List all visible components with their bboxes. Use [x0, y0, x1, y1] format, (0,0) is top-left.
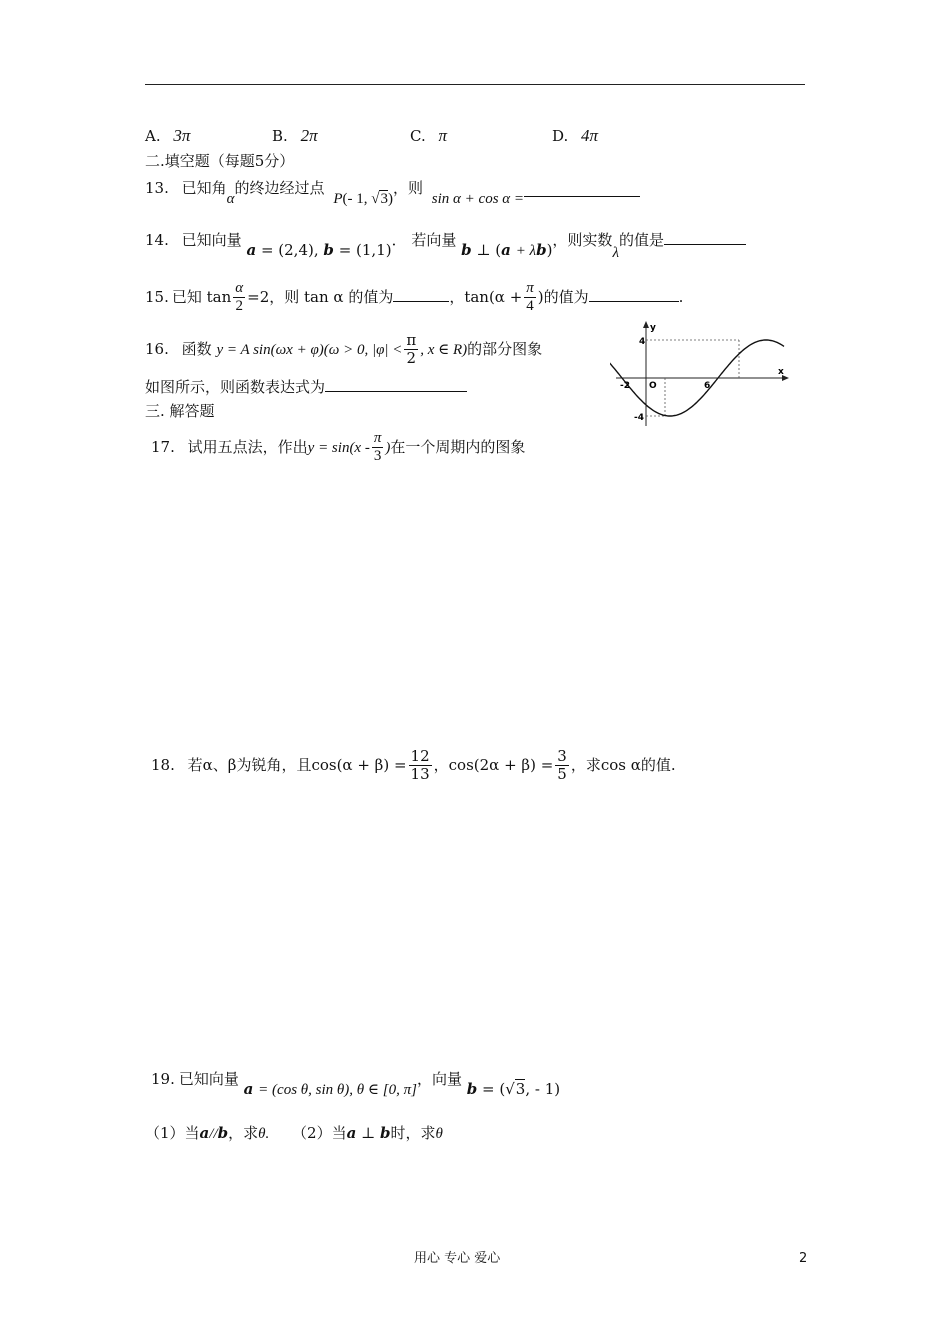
q16-graph: [610, 318, 790, 430]
q14-b-value: = (1,1): [338, 241, 392, 259]
q17-formula: y = sin(x -: [307, 439, 370, 456]
option-c: [410, 126, 447, 146]
q18-text-2: ，求: [570, 755, 601, 774]
q19-a-value: = (cos θ, sin θ), θ ∈ [0, π]: [258, 1082, 417, 1098]
q14-condition: [461, 241, 552, 259]
question-14: [145, 230, 746, 261]
graph-x-label: x: [778, 367, 784, 377]
q13-text-1: 已知角: [181, 179, 227, 197]
q17-text-2: 在一个周期内的图象: [390, 437, 526, 456]
q13-point: P(- 1, √3): [333, 191, 393, 207]
q19-a: a: [243, 1080, 254, 1098]
graph-y-max: 4: [639, 337, 646, 347]
q19-b: b: [466, 1080, 478, 1098]
q15-blank-2[interactable]: [589, 287, 679, 302]
q15-text-1: 已知 tan: [171, 287, 232, 306]
q17-formula-2: ): [385, 439, 391, 456]
q17-frac-den: 3: [372, 447, 384, 465]
q19-part-1-text: ，求: [228, 1124, 259, 1142]
question-15: [145, 280, 683, 316]
option-b-value: 2π: [300, 126, 318, 145]
q15-fraction-1: [233, 280, 245, 316]
q19-parts: [145, 1124, 443, 1143]
q19-number: 19.: [151, 1070, 175, 1088]
q15-text-4: )的值为: [537, 287, 589, 306]
q14-b3: b: [536, 241, 547, 259]
q18-text-3: 的值.: [640, 755, 676, 774]
q19-vector-a: [244, 1080, 417, 1098]
q13-answer-blank[interactable]: [524, 182, 640, 197]
q19-text-2: ，向量: [416, 1070, 462, 1088]
graph-x-left: -2: [620, 381, 630, 391]
q15-frac1-den: 2: [233, 297, 245, 315]
q14-text-1: 已知向量: [181, 231, 242, 249]
q19-part-1-theta: θ.: [258, 1126, 270, 1142]
q14-vector-a: [246, 241, 318, 259]
q18-frac1-num: 12: [410, 747, 430, 765]
graph-origin: O: [649, 381, 657, 391]
q13-point-close: ): [387, 191, 393, 207]
q15-frac1-num: α: [235, 280, 244, 296]
q15-text-3: ，tan(α +: [449, 287, 523, 306]
q16-text-1: 函数: [181, 339, 212, 358]
q19-vector-b: b = (√3, - 1): [466, 1080, 561, 1098]
q17-frac-num: π: [373, 430, 382, 446]
q17-text-1: 试用五点法，作出: [187, 437, 308, 456]
q15-text-2: =2，则 tan α 的值为: [247, 287, 394, 306]
q16-formula: y = A sin(ωx + φ)(ω > 0, |φ| <: [216, 341, 403, 358]
q19-part-1: （1）当: [145, 1124, 200, 1142]
page-number: 2: [799, 1251, 808, 1266]
q14-b: b: [323, 241, 334, 259]
q18-sep: ，: [433, 755, 449, 774]
q15-frac2-num: π: [526, 280, 534, 296]
q16-formula-2: , x ∈ R): [420, 341, 468, 358]
graph-x-right: 6: [704, 381, 711, 391]
footer-motto: 用心 专心 爱心: [414, 1251, 501, 1266]
q13-expression: sin α + cos α =: [431, 191, 525, 207]
q13-point-label: P: [333, 191, 343, 207]
option-a: [145, 126, 190, 146]
q16-line-2-text: 如图所示，则函数表达式为: [145, 378, 326, 396]
q16-frac-num: π: [406, 331, 417, 349]
option-a-value: 3π: [173, 126, 191, 145]
option-d-label: D.: [552, 127, 569, 145]
question-13: [145, 178, 640, 207]
q19-part-1-a: a: [199, 1124, 210, 1142]
q14-plus-lambda: + λ: [515, 243, 537, 259]
q15-number: 15.: [145, 287, 169, 306]
option-b-label: B.: [272, 127, 288, 145]
question-16: [145, 332, 542, 368]
question-17: [151, 430, 525, 466]
q16-number: 16.: [145, 339, 169, 358]
q19-part-1-b: b: [217, 1124, 229, 1142]
q16-answer-blank[interactable]: [325, 377, 467, 392]
question-19: [151, 1070, 561, 1098]
q19-text-1: 已知向量: [178, 1070, 239, 1088]
q18-frac2-num: 3: [557, 747, 567, 765]
q15-blank-1[interactable]: [393, 287, 449, 302]
q13-number: 13.: [145, 179, 169, 197]
q14-vector-b: [323, 241, 391, 259]
q14-text-2: ． 若向量: [391, 231, 457, 249]
option-d-value: 4π: [581, 126, 599, 145]
q14-text-3: ，则实数: [552, 231, 613, 249]
q18-frac2-den: 5: [557, 765, 567, 784]
q16-frac-den: 2: [404, 349, 418, 367]
q18-fraction-1: [409, 748, 432, 784]
q18-expr-1: cos(α + β) =: [311, 755, 407, 774]
q14-a: a: [246, 241, 257, 259]
q13-alpha: α: [226, 191, 235, 207]
q16-line-2: [145, 377, 467, 396]
q19-part-2-theta: θ: [435, 1126, 443, 1142]
q15-period: .: [678, 287, 684, 306]
q14-rparen: ): [546, 241, 553, 259]
q14-lambda: λ: [612, 245, 619, 261]
q15-fraction-2: [524, 280, 536, 316]
q18-frac1-den: 13: [410, 765, 430, 784]
question-18: [151, 748, 676, 784]
option-d: [552, 126, 598, 146]
q18-expr-2: cos(2α + β) =: [448, 755, 554, 774]
q13-point-x: (- 1,: [342, 191, 368, 207]
q17-number: 17.: [151, 437, 175, 456]
q19-part-1-parallel: //: [209, 1126, 218, 1142]
graph-y-label: y: [650, 323, 656, 333]
option-a-label: A.: [145, 127, 161, 145]
q18-text-1: 若α、β为锐角，且: [187, 755, 312, 774]
q19-part-2-perp: ⊥: [361, 1124, 376, 1142]
section-2-title: 二.填空题（每题5分）: [145, 152, 295, 170]
q17-fraction: [372, 430, 384, 466]
option-b: [272, 126, 318, 146]
option-c-value: π: [438, 126, 448, 145]
q18-expr-3: cos α: [600, 755, 641, 774]
q13-text-2: 的终边经过点: [234, 179, 325, 197]
q14-number: 14.: [145, 231, 169, 249]
q13-comma: ，则: [392, 179, 423, 197]
q19-b-open: = (: [482, 1080, 506, 1098]
graph-y-min: -4: [634, 413, 644, 423]
q16-text-2: 的部分图象: [467, 339, 543, 358]
q14-answer-blank[interactable]: [664, 230, 746, 245]
q18-fraction-2: [555, 748, 569, 784]
section-3-title: 三. 解答题: [145, 402, 215, 420]
graph-y-arrow-icon: [643, 321, 649, 328]
q19-part-2-a: a: [346, 1124, 357, 1142]
q14-text-4: 的值是: [618, 231, 664, 249]
option-c-label: C.: [410, 127, 426, 145]
q14-perp: ⊥ (: [476, 241, 502, 259]
header-rule: [145, 84, 805, 85]
q14-b2: b: [461, 241, 472, 259]
q14-a2: a: [501, 241, 511, 259]
q14-a-value: = (2,4),: [260, 241, 319, 259]
q13-point-sqrt: 3: [380, 191, 388, 207]
q19-part-2: （2）当: [292, 1124, 347, 1142]
q19-b-sqrt: 3: [515, 1080, 526, 1098]
q19-part-2-text: 时，求: [390, 1124, 436, 1142]
q19-b-close: , - 1): [525, 1080, 561, 1098]
q18-number: 18.: [151, 755, 175, 774]
q16-fraction: [404, 332, 418, 368]
q19-part-2-b: b: [380, 1124, 391, 1142]
q15-frac2-den: 4: [524, 297, 536, 315]
